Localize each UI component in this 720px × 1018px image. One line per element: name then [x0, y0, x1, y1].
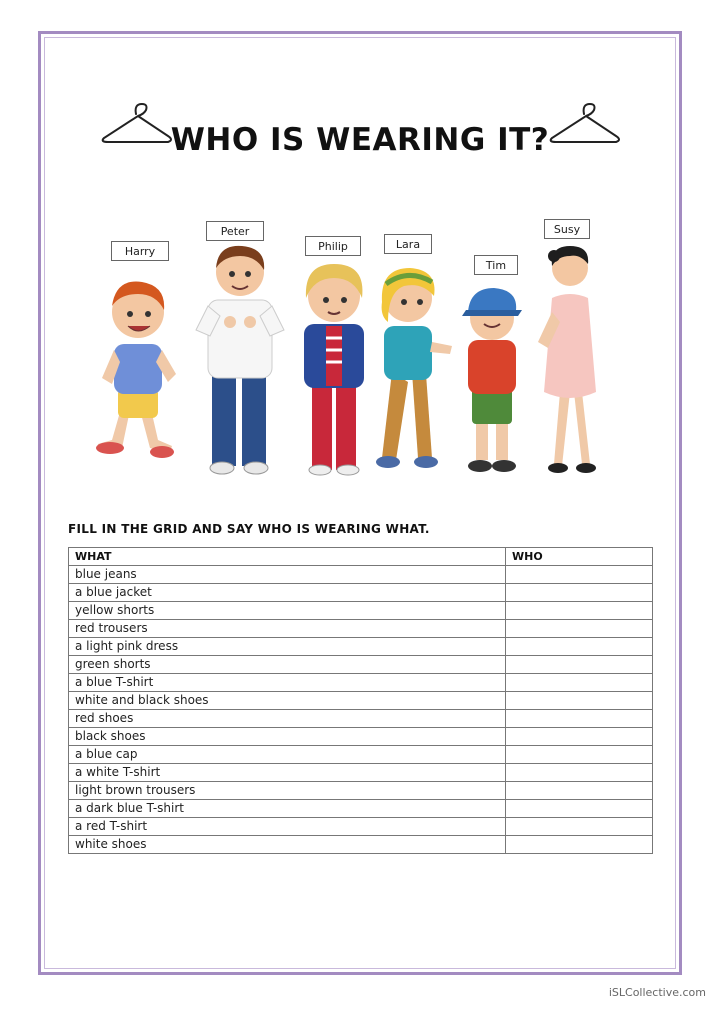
table-row	[69, 782, 653, 800]
who-cell[interactable]	[506, 566, 653, 584]
what-cell: a red T-shirt	[69, 818, 506, 836]
name-label-harry: Harry	[111, 241, 169, 261]
what-cell: black shoes	[69, 728, 506, 746]
name-label-lara: Lara	[384, 234, 432, 254]
tim-illustration	[458, 284, 528, 480]
what-cell: light brown trousers	[69, 782, 506, 800]
name-label-susy: Susy	[544, 219, 590, 239]
name-label-peter: Peter	[206, 221, 264, 241]
what-cell: white and black shoes	[69, 692, 506, 710]
what-cell: blue jeans	[69, 566, 506, 584]
who-cell[interactable]	[506, 692, 653, 710]
table-row	[69, 818, 653, 836]
table-row	[69, 746, 653, 764]
who-cell[interactable]	[506, 746, 653, 764]
who-cell[interactable]	[506, 674, 653, 692]
who-cell[interactable]	[506, 584, 653, 602]
table-row	[69, 566, 653, 584]
what-cell: a blue jacket	[69, 584, 506, 602]
table-row	[69, 620, 653, 638]
what-who-grid	[68, 547, 653, 854]
name-label-philip: Philip	[305, 236, 361, 256]
who-cell[interactable]	[506, 638, 653, 656]
who-cell[interactable]	[506, 836, 653, 854]
peter-illustration	[190, 240, 290, 480]
table-row	[69, 602, 653, 620]
site-credit: iSLCollective.com	[608, 986, 706, 999]
what-cell: a white T-shirt	[69, 764, 506, 782]
what-cell: a light pink dress	[69, 638, 506, 656]
what-cell: green shorts	[69, 656, 506, 674]
header-what: WHAT	[69, 548, 506, 566]
who-cell[interactable]	[506, 800, 653, 818]
table-row	[69, 728, 653, 746]
table-row	[69, 656, 653, 674]
harry-illustration	[92, 270, 182, 470]
table-row	[69, 836, 653, 854]
instruction-text: FILL IN THE GRID AND SAY WHO IS WEARING WHAT.	[68, 522, 430, 536]
what-cell: red shoes	[69, 710, 506, 728]
susy-illustration	[530, 242, 610, 482]
lara-illustration	[372, 262, 458, 476]
who-cell[interactable]	[506, 728, 653, 746]
page-title: WHO IS WEARING IT?	[170, 122, 550, 158]
who-cell[interactable]	[506, 818, 653, 836]
who-cell[interactable]	[506, 710, 653, 728]
table-row	[69, 692, 653, 710]
table-row	[69, 710, 653, 728]
who-cell[interactable]	[506, 602, 653, 620]
who-cell[interactable]	[506, 782, 653, 800]
table-row	[69, 674, 653, 692]
table-row	[69, 764, 653, 782]
table-row	[69, 800, 653, 818]
who-cell[interactable]	[506, 620, 653, 638]
what-cell: a dark blue T-shirt	[69, 800, 506, 818]
table-row	[69, 638, 653, 656]
table-row	[69, 584, 653, 602]
header-who: WHO	[506, 548, 653, 566]
name-label-tim: Tim	[474, 255, 518, 275]
philip-illustration	[292, 258, 376, 480]
what-cell: a blue cap	[69, 746, 506, 764]
what-cell: white shoes	[69, 836, 506, 854]
who-cell[interactable]	[506, 764, 653, 782]
what-cell: yellow shorts	[69, 602, 506, 620]
who-cell[interactable]	[506, 656, 653, 674]
what-cell: a blue T-shirt	[69, 674, 506, 692]
what-cell: red trousers	[69, 620, 506, 638]
